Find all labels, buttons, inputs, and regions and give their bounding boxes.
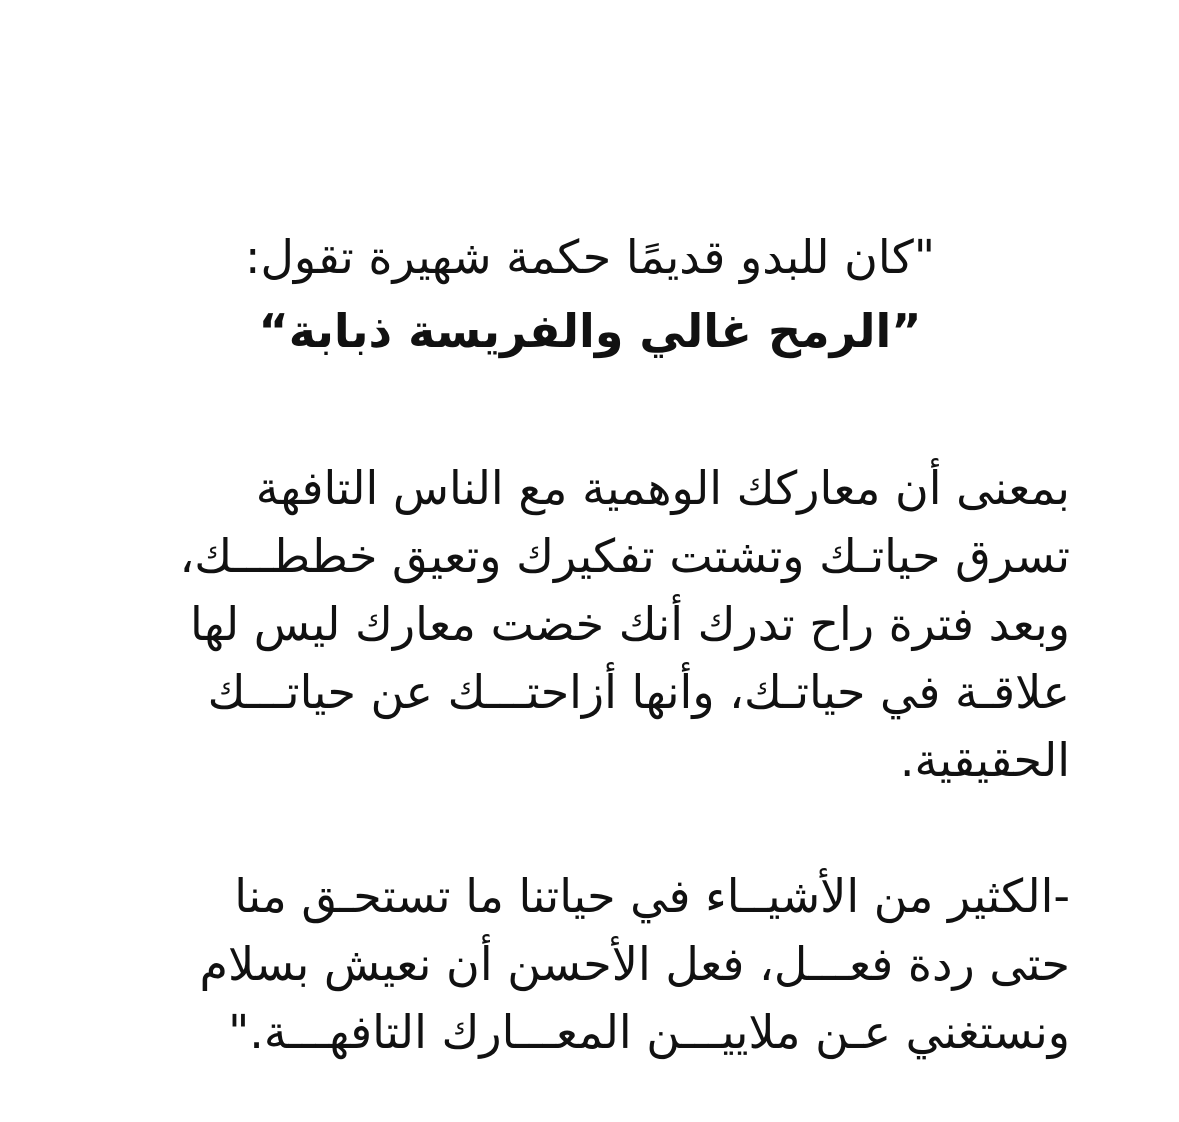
quote-intro: "كان للبدو قديمًا حكمة شهيرة تقول:	[245, 230, 935, 284]
paragraph-meaning	[110, 454, 1070, 794]
paragraph-line: حتى ردة فعـــل، فعل الأحسن أن نعيش بسلام	[199, 937, 1070, 991]
paragraph-line: بمعنى أن معاركك الوهمية مع الناس التافهة	[255, 461, 1070, 515]
paragraph-line: تسرق حياتـك وتشتت تفكيرك وتعيق خططـــك،	[179, 529, 1070, 583]
paragraph-line: ونستغني عـن ملاييـــن المعـــارك التافهـــة."	[228, 1005, 1070, 1059]
paragraph-line: الحقيقية.	[899, 733, 1070, 787]
paragraph-line: وبعد فترة راح تدرك أنك خضت معارك ليس لها	[189, 597, 1070, 651]
paragraph-conclusion	[110, 862, 1070, 1066]
paragraph-line: علاقـة في حياتـك، وأنها أزاحتـــك عن حياتـــك	[207, 665, 1070, 719]
paragraph-line: -الكثير من الأشيــاء في حياتنا ما تستحـق منا	[234, 869, 1070, 923]
proverb-text: ”الرمح غالي والفريسة ذبابة“	[258, 304, 922, 358]
